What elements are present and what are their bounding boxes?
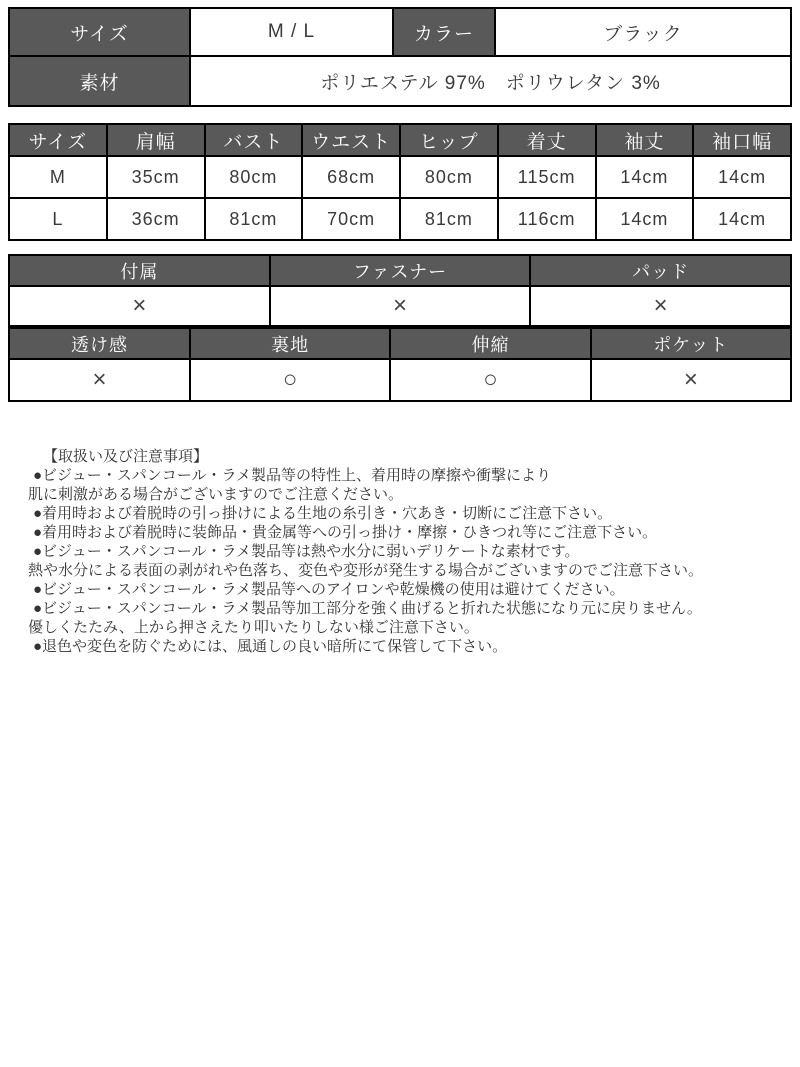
measure-header-size: サイズ — [10, 125, 106, 155]
size-label-cell: サイズ — [10, 9, 189, 55]
measure-row-l-sleeve: 14cm — [597, 199, 693, 239]
measure-row-l-length: 116cm — [499, 199, 595, 239]
measure-row-l-waist: 70cm — [303, 199, 399, 239]
feature-header-sheerness: 透け感 — [10, 329, 189, 358]
care-note-line: ●ビジュー・スパンコール・ラメ製品等は熱や水分に弱いデリケートな素材です。 — [33, 543, 580, 560]
measure-header-length: 着丈 — [499, 125, 595, 155]
size-value-cell: M / L — [191, 9, 392, 55]
color-label-cell: カラー — [394, 9, 494, 55]
measure-header-cuff: 袖口幅 — [694, 125, 790, 155]
feature-value-pad: × — [531, 287, 790, 325]
care-note-line: ●ビジュー・スパンコール・ラメ製品等加工部分を強く曲げると折れた状態になり元に戻りません。 — [33, 600, 702, 617]
measure-header-hip: ヒップ — [401, 125, 497, 155]
measure-row-l-hip: 81cm — [401, 199, 497, 239]
measure-row-m-length: 115cm — [499, 157, 595, 197]
feature-value-lining: ○ — [191, 360, 389, 400]
measurements-table — [8, 123, 792, 241]
feature-header-zipper: ファスナー — [271, 256, 530, 285]
measure-header-waist: ウエスト — [303, 125, 399, 155]
feature-value-sheerness: × — [10, 360, 189, 400]
feature-header-pad: パッド — [531, 256, 790, 285]
feature-header-accessory: 付属 — [10, 256, 269, 285]
measure-row-l-size: L — [10, 199, 106, 239]
material-value-cell: ポリエステル 97% ポリウレタン 3% — [191, 57, 790, 105]
measure-header-bust: バスト — [206, 125, 302, 155]
measure-row-m-cuff: 14cm — [694, 157, 790, 197]
care-note-line: ●着用時および着脱時に装飾品・貴金属等への引っ掛け・摩擦・ひきつれ等にご注意下さい。 — [33, 524, 658, 541]
material-label-cell: 素材 — [10, 57, 189, 105]
care-note-line: ●着用時および着脱時の引っ掛けによる生地の糸引き・穴あき・切断にご注意下さい。 — [33, 505, 613, 522]
measure-row-l-bust: 81cm — [206, 199, 302, 239]
color-value-cell: ブラック — [496, 9, 790, 55]
measure-row-m-shoulder: 35cm — [108, 157, 204, 197]
care-note-line: ●退色や変色を防ぐためには、風通しの良い暗所にて保管して下さい。 — [33, 638, 508, 655]
care-note-line: 肌に刺激がある場合がございますのでご注意ください。 — [28, 486, 404, 503]
care-note-line: 優しくたたみ、上から押さえたり叩いたりしない様ご注意下さい。 — [28, 619, 479, 636]
measure-row-m-waist: 68cm — [303, 157, 399, 197]
measure-row-m-bust: 80cm — [206, 157, 302, 197]
feature-value-zipper: × — [271, 287, 530, 325]
measure-row-l-cuff: 14cm — [694, 199, 790, 239]
feature-table-accessories — [8, 254, 792, 327]
care-note-line: ●ビジュー・スパンコール・ラメ製品等へのアイロンや乾燥機の使用は避けてください。 — [33, 581, 625, 598]
feature-header-pocket: ポケット — [592, 329, 790, 358]
measure-row-m-sleeve: 14cm — [597, 157, 693, 197]
care-notes-title: 【取扱い及び注意事項】 — [43, 448, 209, 465]
feature-value-accessory: × — [10, 287, 269, 325]
measure-row-m-hip: 80cm — [401, 157, 497, 197]
feature-value-pocket: × — [592, 360, 790, 400]
care-note-line: 熱や水分による表面の剥がれや色落ち、変色や変形が発生する場合がございますのでご注意下さい。 — [28, 562, 704, 579]
measure-header-sleeve: 袖丈 — [597, 125, 693, 155]
measure-row-m-size: M — [10, 157, 106, 197]
measure-row-l-shoulder: 36cm — [108, 199, 204, 239]
care-note-line: ●ビジュー・スパンコール・ラメ製品等の特性上、着用時の摩擦や衝撃により — [33, 467, 552, 484]
feature-table-fabric — [8, 327, 792, 402]
measure-header-shoulder: 肩幅 — [108, 125, 204, 155]
care-notes — [8, 447, 792, 656]
spec-table — [8, 7, 792, 107]
feature-header-stretch: 伸縮 — [391, 329, 589, 358]
feature-value-stretch: ○ — [391, 360, 589, 400]
feature-header-lining: 裏地 — [191, 329, 389, 358]
